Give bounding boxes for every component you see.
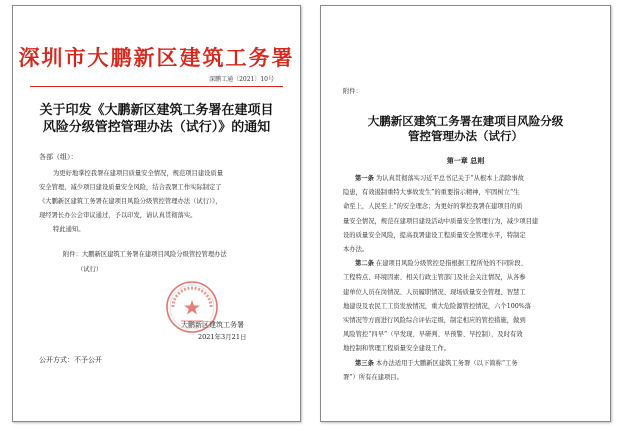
attachment-page — [320, 5, 611, 422]
regulation-text: 在建项目风险分级管控是指根据工程所处的不同阶段、 — [373, 260, 528, 268]
regulation-line — [343, 301, 531, 310]
regulation-line — [343, 244, 368, 253]
notice-title-line: 关于印发《大鹏新区建筑工务署在建项目 — [39, 103, 274, 118]
regulation-line — [355, 258, 527, 267]
salutation: 各部（组）： — [39, 153, 78, 161]
regulation-text: 风险管控“四早”（早发现、早研判、早预警、早控制），及时有效 — [343, 331, 523, 339]
attachment-line: 附件：大鹏新区建筑工务署在建项目风险分级管控管理办法 — [63, 251, 227, 258]
regulation-text: 为认真贯彻落实习近平总书记关于“从根本上消除事故 — [373, 175, 524, 182]
regulation-line — [343, 272, 526, 281]
regulation-line — [343, 230, 526, 239]
regulation-text: 建单位人员在岗情况、人员履职情况、现场质量安全管理、智慧工 — [343, 288, 526, 296]
notice-title — [13, 102, 300, 136]
article-number: 第一条 — [355, 175, 374, 182]
regulation-line — [343, 329, 523, 338]
body-line: 安全管理，减少项目建设质量安全风险，结合我署工作实际制定了 — [39, 184, 222, 191]
regulation-line — [343, 216, 538, 225]
issue-date: 2021年3月21日 — [198, 333, 247, 341]
notice-title-line: 风险分级管控管理办法（试行）》的通知 — [42, 120, 271, 135]
regulation-text: 实情况等方面进行风险综合评估定级，制定相应的管控措施，做到 — [343, 317, 526, 324]
regulation-line — [355, 358, 518, 367]
signer: 大鹏新区建筑工务署 — [181, 321, 244, 329]
body-line: 特此通知。 — [53, 226, 85, 233]
regulation-line — [343, 343, 450, 352]
red-divider — [30, 86, 283, 87]
article-number: 第三条 — [355, 359, 374, 367]
attachment-label: 附件： — [343, 88, 362, 95]
regulation-text: 署”）所有在建项目。 — [343, 373, 403, 381]
regulation-text: 地控制和管理工程质量安全建设工作。 — [343, 345, 451, 353]
regulation-text: 隐患，有效遏制重特大事故发生”的重要指示精神，牢固树立“生 — [343, 189, 520, 197]
regulation-line — [343, 315, 526, 324]
chapter-heading: 第一章 总则 — [446, 156, 485, 165]
regulation-line — [343, 187, 519, 196]
regulation-text: 命至上，人民至上”的安全理念；为更好的掌控我署在建项目的质 — [343, 203, 523, 211]
regulation-text: 本办法适用于大鹏新区建筑工务署（以下简称“工务 — [373, 359, 518, 367]
disclosure-method: 公开方式：不予公开 — [39, 356, 102, 364]
document-number: 深鹏工通〔2021〕10号 — [209, 76, 274, 83]
regulation-line — [343, 372, 403, 381]
regulation-line — [343, 201, 523, 210]
regulation-text: 地建设及农民工工资发放情况，重大危险源管控情况，六个100%落 — [343, 302, 532, 310]
regulation-title — [321, 114, 610, 144]
notice-page — [12, 5, 301, 422]
regulation-text: 本办法。 — [343, 246, 369, 253]
regulation-text: 量安全情况，规范在建项目建设活动中质量安全管理行为，减少项目建 — [343, 217, 539, 225]
regulation-title-line: 管控管理办法（试行） — [408, 129, 523, 143]
regulation-title-line: 大鹏新区建筑工务署在建项目风险分级 — [367, 114, 564, 128]
body-line: 为更好地掌控我署在建项目质量安全情况，规范项目建设质量 — [53, 170, 224, 177]
body-line: 《大鹏新区建筑工务署在建项目风险分级管控管理办法（试行）》， — [39, 198, 222, 205]
issuer-header: 深圳市大鹏新区建筑工务署 — [18, 45, 295, 70]
body-line: 现经署长办公会审议通过，予以印发，请认真贯彻落实。 — [39, 212, 197, 219]
attachment-line: （试行） — [77, 266, 103, 273]
regulation-text: 工程特点、环境因素、相关行政主管部门及社会关注情况，从各参 — [343, 274, 526, 282]
article-number: 第二条 — [355, 260, 374, 268]
regulation-line — [355, 173, 524, 182]
regulation-text: 设的质量安全风险，提高我署建设工程质量安全管理水平，特制定 — [343, 231, 526, 239]
regulation-line — [343, 287, 526, 296]
